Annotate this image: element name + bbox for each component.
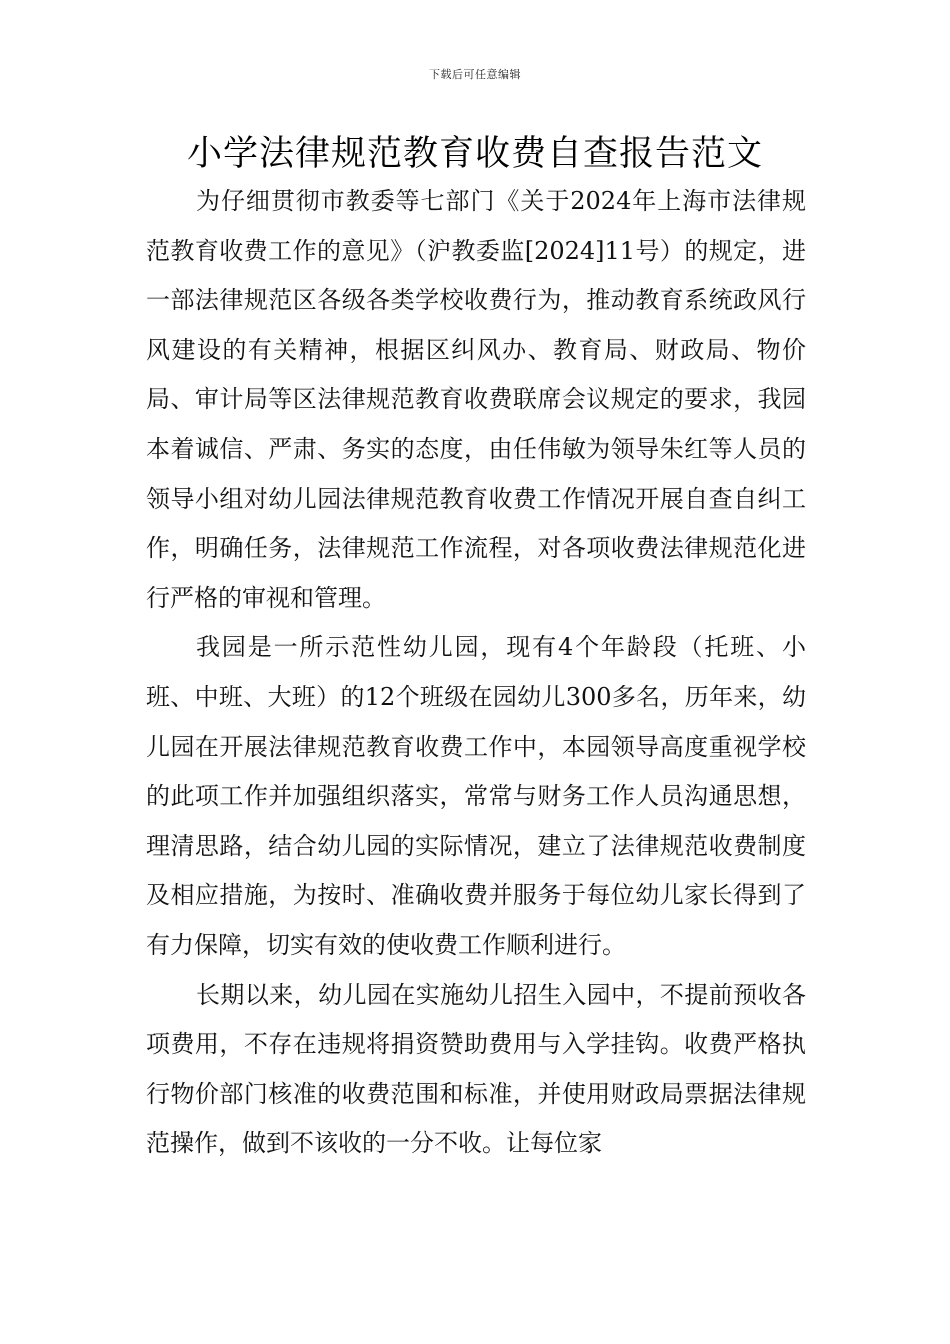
header-note: 下载后可任意编辑 — [429, 68, 521, 81]
paragraph-3: 长期以来，幼儿园在实施幼儿招生入园中，不提前预收各项费用，不存在违规将捐资赞助费用与入学挂钩。收费严格执行物价部门核准的收费范围和标准，并使用财政局票据法律规范操作，做到不该收的一分不收。让每位家 — [146, 980, 806, 1158]
document-body — [146, 177, 806, 1169]
paragraph-1: 为仔细贯彻市教委等七部门《关于2024年上海市法律规范教育收费工作的意见》（沪教委监[2024]11号）的规定，进一部法律规范区各级各类学校收费行为，推动教育系统政风行风建设的有关精神，根据区纠风办、教育局、财政局、物价局、审计局等区法律规范教育收费联席会议规定的要求，我园本着诚信、严肃、务实的态度，由任伟敏为领导朱红等人员的领导小组对幼儿园法律规范教育收费工作情况开展自查自纠工作，明确任务，法律规范工作流程，对各项收费法律规范化进行严格的审视和管理。 — [146, 187, 806, 612]
paragraph-2: 我园是一所示范性幼儿园，现有4个年龄段（托班、小班、中班、大班）的12个班级在园幼儿300多名，历年来，幼儿园在开展法律规范教育收费工作中，本园领导高度重视学校的此项工作并加强组织落实，常常与财务工作人员沟通思想，理清思路，结合幼儿园的实际情况，建立了法律规范收费制度及相应措施，为按时、准确收费并服务于每位幼儿家长得到了有力保障，切实有效的使收费工作顺利进行。 — [146, 633, 806, 959]
document-title: 小学法律规范教育收费自查报告范文 — [186, 134, 763, 174]
